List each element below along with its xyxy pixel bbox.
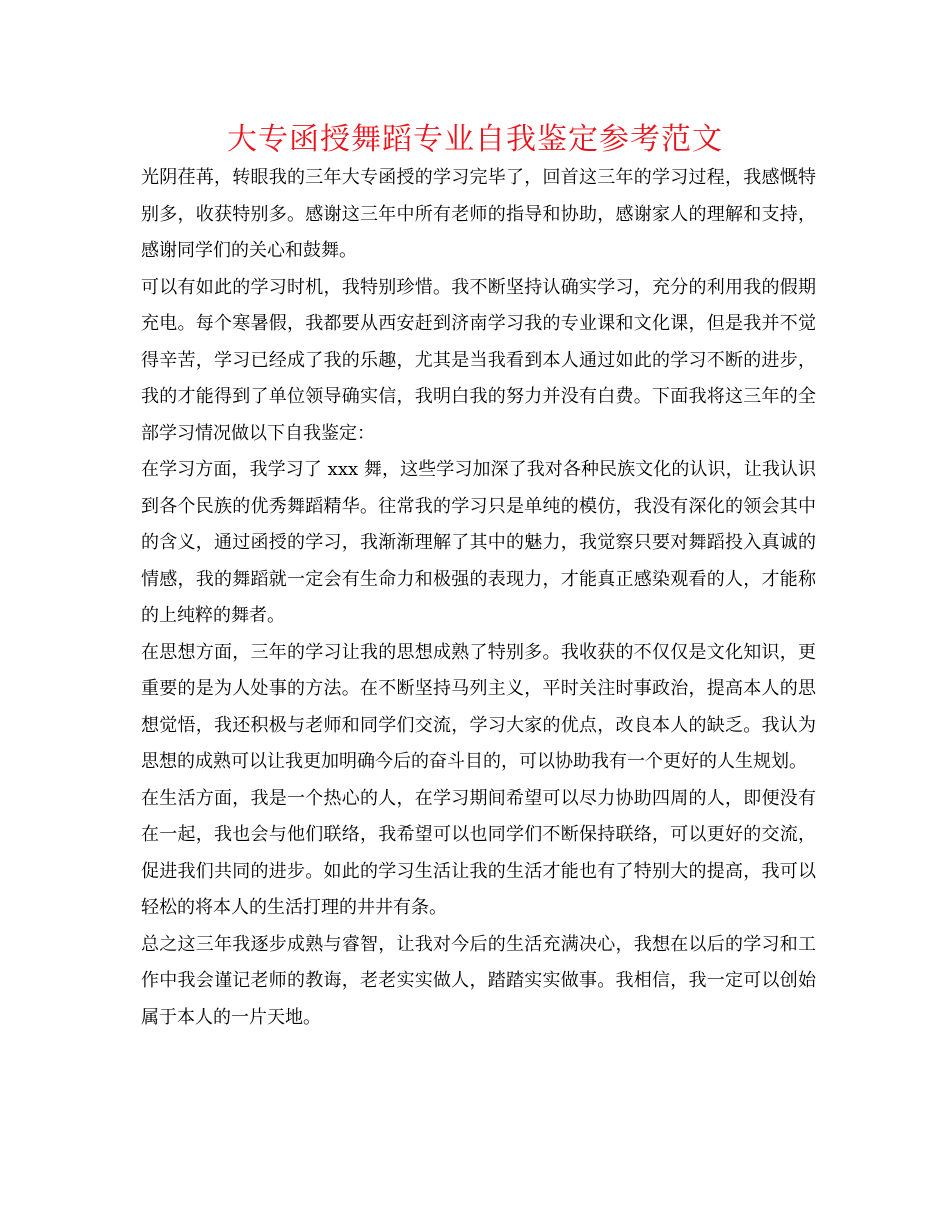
paragraph-conclusion: 总之这三年我逐步成熟与睿智，让我对今后的生活充满决心，我想在以后的学习和工作中我会谨记老师的教诲，老老实实做人，踏踏实实做事。我相信，我一定可以创始属于本人的一片天地。 [141,933,816,1028]
paragraph-study: 在学习方面，我学习了 xxx 舞，这些学习加深了我对各种民族文化的认识，让我认识到各个民族的优秀舞蹈精华。往常我的学习只是单纯的模仿，我没有深化的领会其中的含义，通过函授的学习，我渐渐理解了其中的魅力，我觉察只要对舞蹈投入真诚的情感，我的舞蹈就一定会有生命力和极强的表现力，才能真正感染观看的人，才能称的上纯粹的舞者。 [141,459,816,626]
paragraph-opportunity: 可以有如此的学习时机，我特别珍惜。我不断坚持认确实学习，充分的利用我的假期充电。每个寒暑假，我都要从西安赶到济南学习我的专业课和文化课，但是我并不觉得辛苦，学习已经成了我的乐趣，尤其是当我看到本人通过如此的学习不断的进步，我的才能得到了单位领导确实信，我明白我的努力并没有白费。下面我将这三年的全部学习情况做以下自我鉴定： [141,276,816,444]
document-title: 大专函授舞蹈专业自我鉴定参考范文 [227,122,723,157]
paragraph-life: 在生活方面，我是一个热心的人，在学习期间希望可以尽力协助四周的人，即便没有在一起，我也会与他们联络，我希望可以也同学们不断保持联络，可以更好的交流，促进我们共同的进步。如此的学习生活让我的生活才能也有了特别大的提高，我可以轻松的将本人的生活打理的井井有条。 [141,787,816,918]
paragraph-intro: 光阴荏苒，转眼我的三年大专函授的学习完毕了，回首这三年的学习过程，我感慨特别多，收获特别多。感谢这三年中所有老师的指导和协助，感谢家人的理解和支持，感谢同学们的关心和鼓舞。 [141,167,816,261]
document-body [141,160,816,1036]
paragraph-thought: 在思想方面，三年的学习让我的思想成熟了特别多。我收获的不仅仅是文化知识，更重要的是为人处事的方法。在不断坚持马列主义，平时关注时事政治，提高本人的思想觉悟，我还积极与老师和同学们交流，学习大家的优点，改良本人的缺乏。我认为思想的成熟可以让我更加明确今后的奋斗目的，可以协助我有一个更好的人生规划。 [141,641,816,772]
